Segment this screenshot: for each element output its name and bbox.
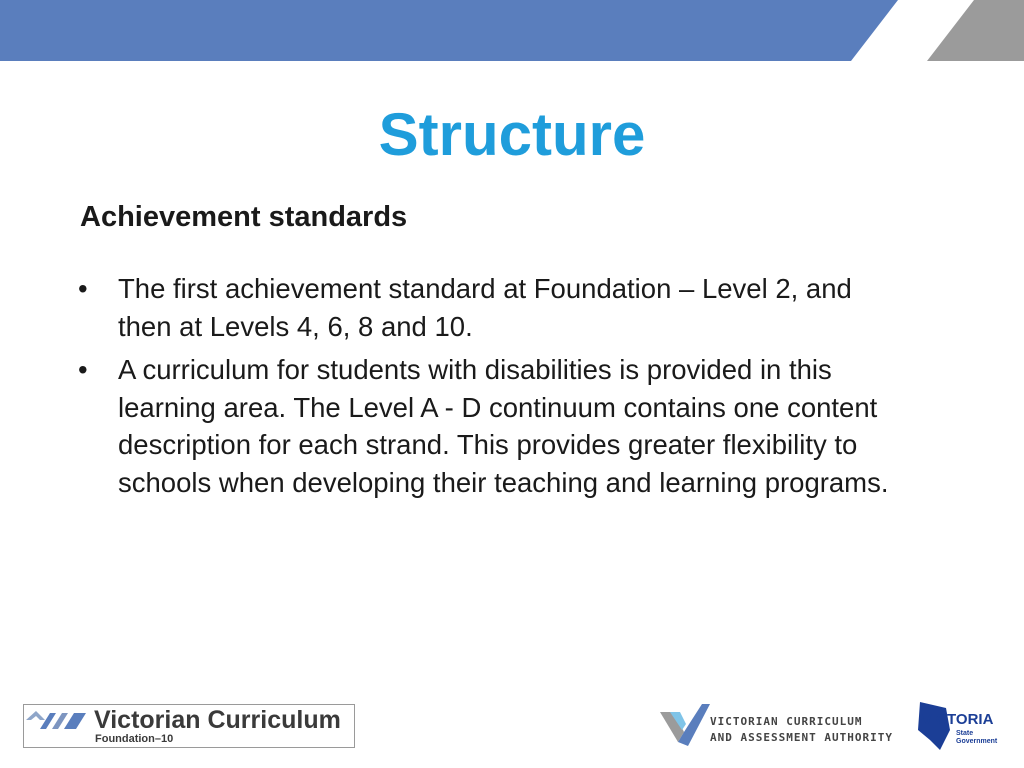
vc-chevron-icon — [26, 709, 90, 731]
victoria-sub-government: Government — [956, 738, 998, 745]
bullet-text: A curriculum for students with disabilities is provided in this learning area. The Level A - D continuum contains one content description for each strand. This provides greater flexibility to schools when developing their teaching and learning programs. — [118, 354, 889, 498]
bullet-text: The first achievement standard at Foundation – Level 2, and then at Levels 4, 6, 8 and 10. — [118, 273, 852, 342]
vcaa-tick-icon — [658, 702, 710, 750]
slide-title: Structure — [378, 101, 646, 168]
bullet-marker: • — [78, 354, 88, 385]
vc-logo-subtitle: Foundation–10 — [95, 733, 174, 745]
bullet-list — [78, 270, 908, 507]
header-blue-bar — [0, 0, 898, 61]
victoria-sub-state: State — [956, 730, 974, 737]
header-gray-bar — [927, 0, 1024, 61]
victoria-name: VICTORIA — [922, 711, 994, 728]
vcaa-logo — [658, 702, 898, 750]
vcaa-line-2: AND ASSESSMENT AUTHORITY — [710, 731, 893, 744]
victoria-government-logo — [916, 700, 1006, 752]
header-band — [0, 0, 1024, 61]
vcaa-line-1: VICTORIAN CURRICULUM — [710, 715, 863, 728]
bullet-marker: • — [78, 273, 88, 304]
bullet-item — [78, 270, 908, 345]
bullet-item — [78, 351, 908, 501]
slide-subtitle: Achievement standards — [80, 201, 408, 233]
victorian-curriculum-logo — [23, 704, 355, 748]
vcaa-logo-text — [710, 714, 893, 746]
victoria-subtitle — [956, 730, 997, 746]
vc-logo-name: Victorian Curriculum — [94, 706, 341, 734]
